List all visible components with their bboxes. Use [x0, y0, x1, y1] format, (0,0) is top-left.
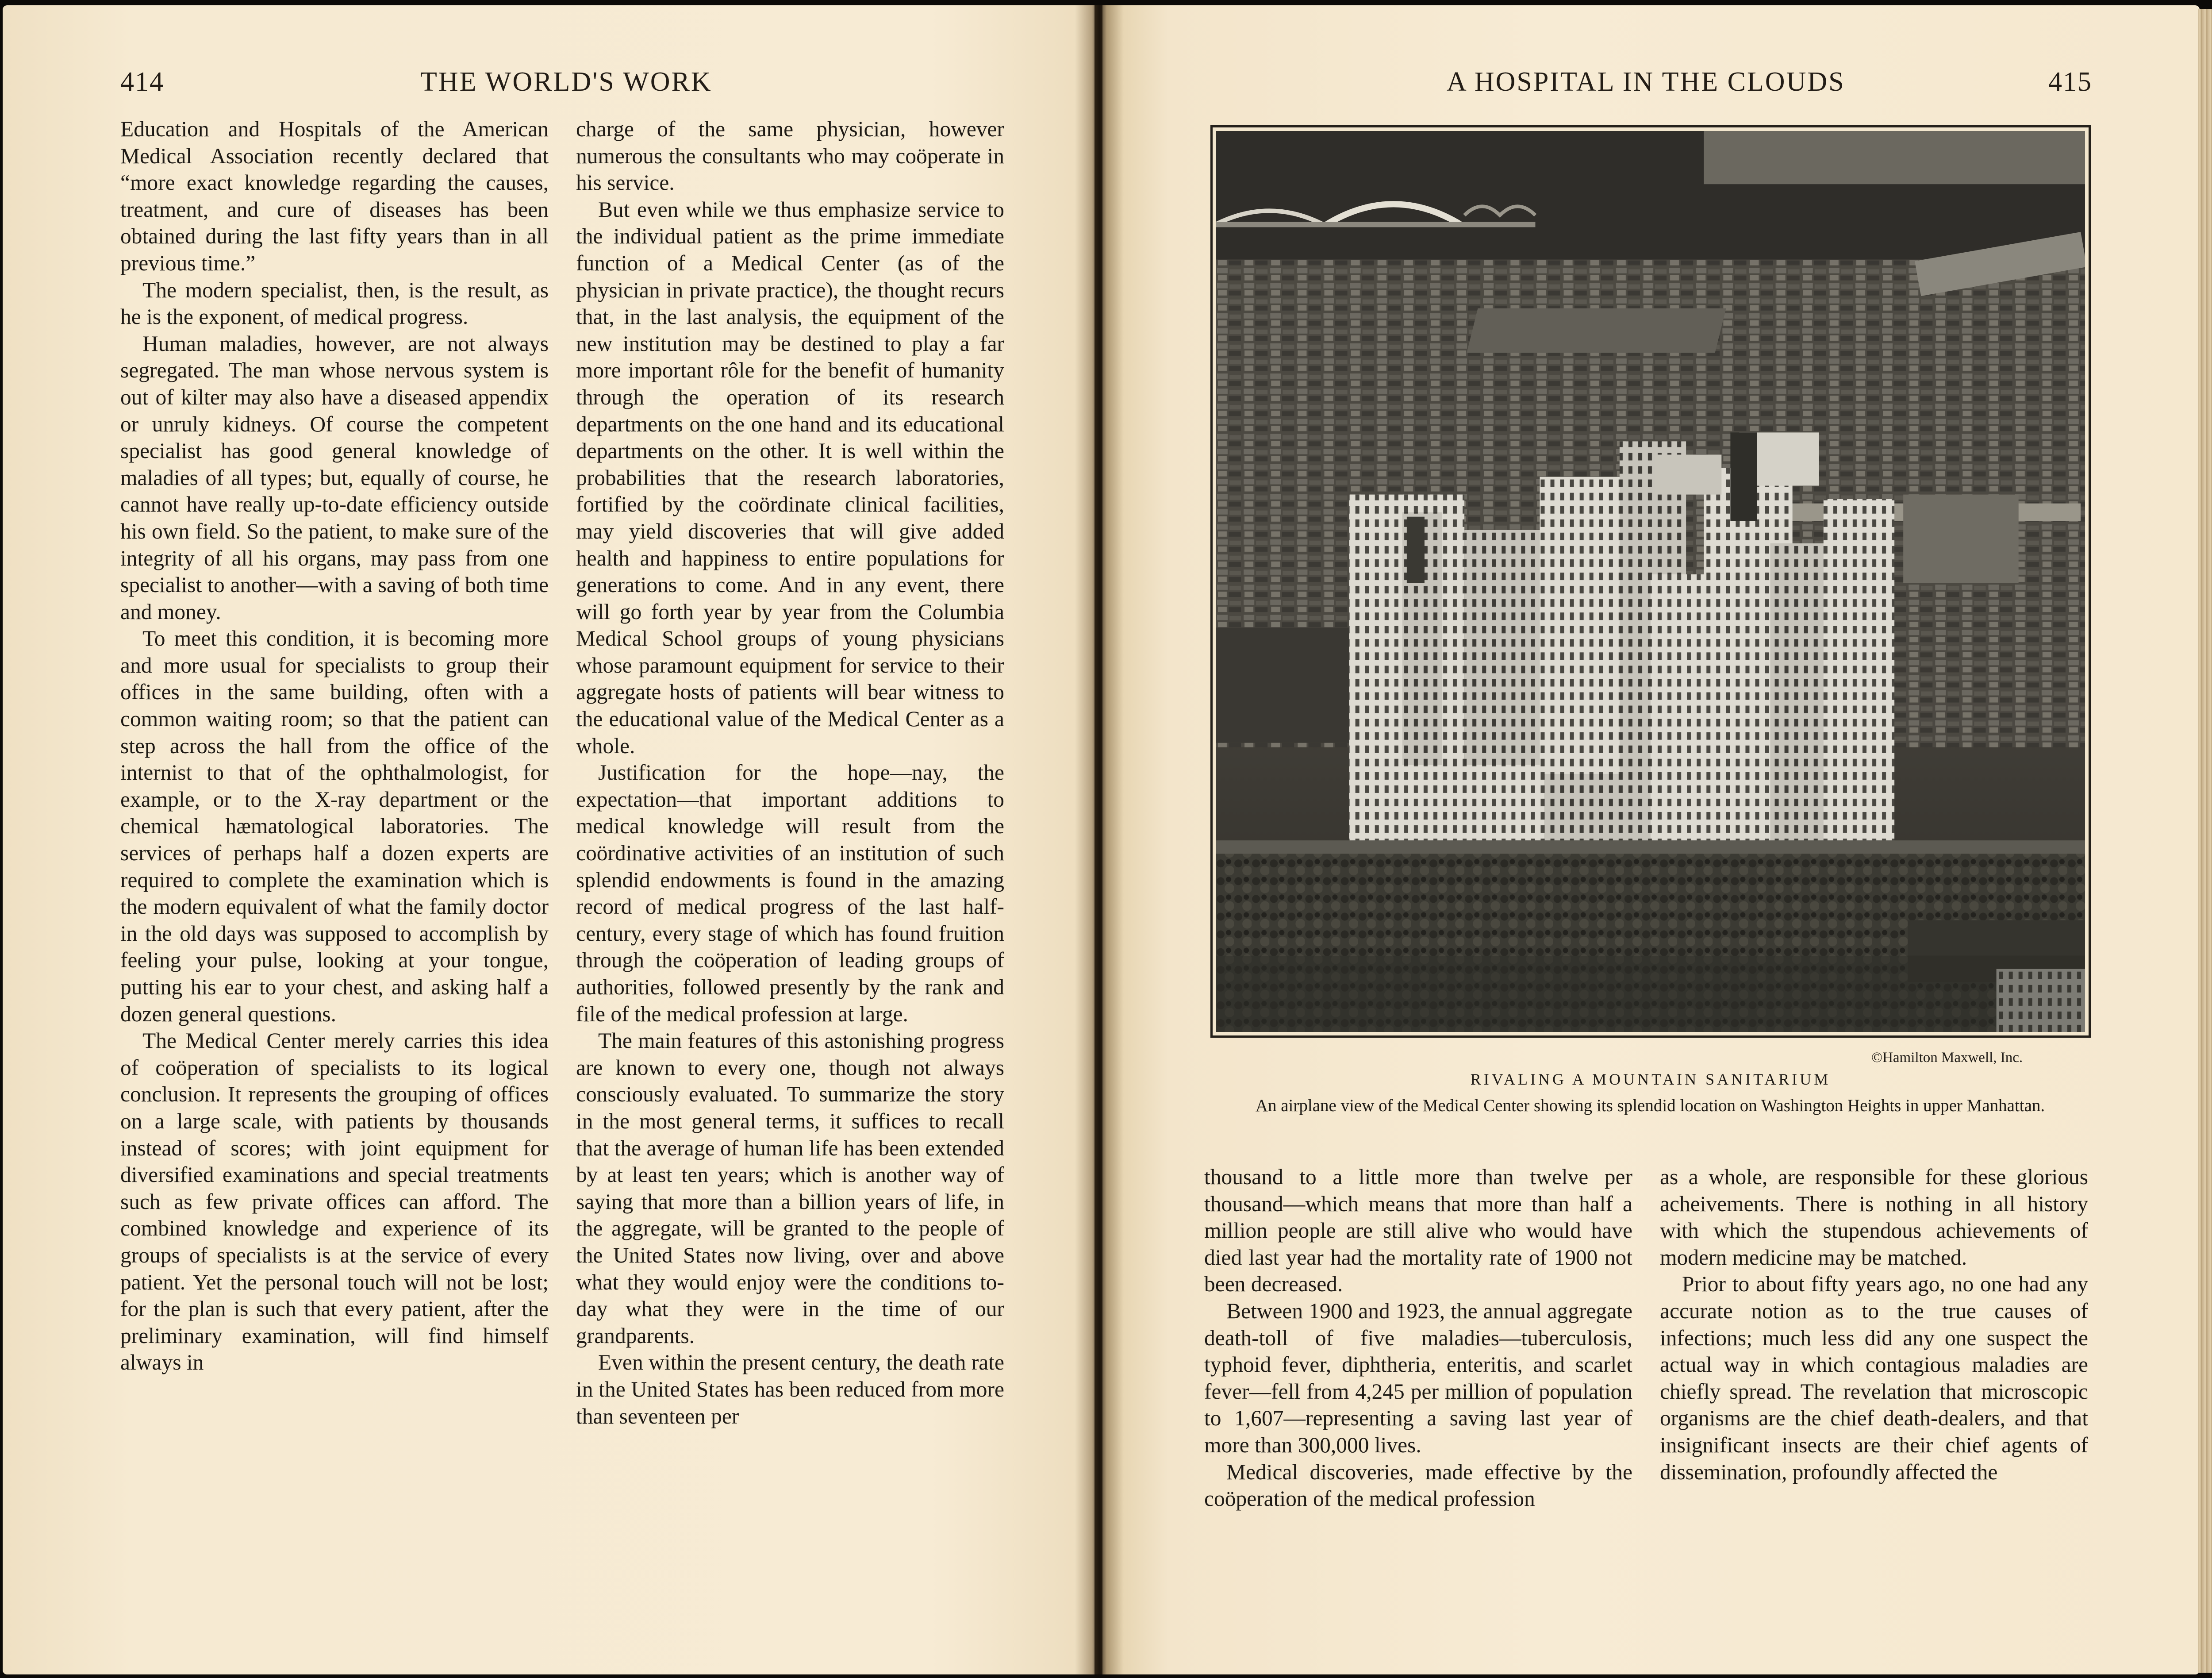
- page-edges: [2198, 9, 2212, 1673]
- paragraph: The main features of this astonishing progress are known to every one, though not always consciously evaluated. To summarize the story in the most general terms, it suffices to recall that the average of human life has been extended by at least ten years; which is another way of saying that more than a billion years of life, in the aggregate, will be granted to the people of the United States now living, over and above what they would enjoy were the conditions to-day what they were in the time of our grandparents.: [576, 1028, 1004, 1348]
- paragraph: Prior to about fifty years ago, no one had any accurate notion as to the true causes of infections; much less did any one suspect the actual way in which contagious maladies are chiefly spread. The revelation that microscopic organisms are the chief death-dealers, and that insignificant insects are their chief agents of dissemination, profoundly affected the: [1660, 1272, 2088, 1484]
- paragraph: To meet this condition, it is becoming more and more usual for specialists to group their offices in the same building, often with a common waiting room; so that the patient can step across the hall from the office of the internist to that of the ophthalmologist, for example, or to the X-ray department or the chemical hæmatological laboratories. The services of perhaps half a dozen experts are required to complete the examination which is the modern equivalent of what the family doctor in the old days was supposed to accomplish by feeling your pulse, looking at your tongue, putting his ear to your chest, and asking half a dozen general questions.: [120, 626, 549, 1026]
- right-running-head: A HOSPITAL IN THE CLOUDS: [1447, 67, 1845, 97]
- right-page-number: 415: [2048, 67, 2092, 97]
- paragraph: Human maladies, however, are not always segregated. The man whose nervous system is out of kilter may also have a diseased appendix or unruly kidneys. Of course the competent specialist has good general knowledge of maladies of all types; but, equally of course, he cannot have really up-to-date efficiency outside his own field. So the patient, to make sure of the integrity of all his organs, may pass from one specialist to another—with a saving of both time and money.: [120, 331, 549, 624]
- paragraph: Medical discoveries, made effective by the coöperation of the medical profession: [1204, 1459, 1632, 1511]
- paragraph: thousand to a little more than twelve per thousand—which means that more than half a million people are still alive who would have died last year had the mortality rate of 1900 not been decreased.: [1204, 1165, 1632, 1297]
- right-column-1: [1204, 1164, 1632, 1513]
- left-running-head: THE WORLD'S WORK: [420, 67, 712, 97]
- paragraph: as a whole, are responsible for these glorious acheivements. There is nothing in all history with which the stupendous achievements of modern medicine may be matched.: [1660, 1165, 2088, 1270]
- photo-credit: ©Hamilton Maxwell, Inc.: [1871, 1050, 2023, 1066]
- left-page-number: 414: [120, 67, 164, 97]
- book-gutter: [1075, 5, 1124, 1674]
- paragraph: The modern specialist, then, is the result, as he is the exponent, of medical progress.: [120, 277, 549, 329]
- photo-frame: [1210, 125, 2091, 1038]
- caption-text: An airplane view of the Medical Center showing its splendid location on Washington Heights in upper Manhattan.: [1255, 1096, 2045, 1115]
- left-column-1: [120, 116, 549, 1376]
- left-column-2: [576, 116, 1004, 1430]
- right-column-2: [1660, 1164, 2088, 1486]
- aerial-photo-medical-center: [1216, 131, 2085, 1032]
- paragraph: charge of the same physician, however numerous the consultants who may coöperate in his service.: [576, 117, 1004, 195]
- paragraph: Justification for the hope—nay, the expectation—that important additions to medical knowledge will result from the coördinative activities of an institution of such splendid endowments is found in the amazing record of medical progress of the last half-century, every stage of which has found fruition through the coöperation of leading groups of authorities, followed presently by the rank and file of the medical profession at large.: [576, 760, 1004, 1026]
- paragraph: Even within the present century, the death rate in the United States has been reduced from more than seventeen per: [576, 1350, 1004, 1428]
- paragraph: But even while we thus emphasize service to the individual patient as the prime immediate function of a Medical Center (as of the physician in private practice), the thought recurs that, in the last analysis, the equipment of the new institution may be destined to play a far more important rôle for the benefit of humanity through the operation of its research departments on the one hand and its educational departments on the other. It is well within the probabilities that the research laboratories, fortified by the coördinate clinical facilities, may yield discoveries that will give added health and happiness to entire populations for generations to come. And in any event, there will go forth year by year from the Columbia Medical School groups of young physicians whose paramount equipment for service to their aggregate hosts of patients will bear witness to the educational value of the Medical Center as a whole.: [576, 197, 1004, 758]
- paragraph: Education and Hospitals of the American Medical Association recently declared that “more exact knowledge regarding the causes, treatment, and cure of diseases has been obtained during the last fifty years than in all previous time.”: [120, 117, 549, 275]
- paragraph: The Medical Center merely carries this idea of coöperation of specialists to its logical conclusion. It represents the grouping of offices on a large scale, with patients by thousands instead of scores; with joint equipment for diversified examinations and special treatments such as few private offices can afford. The combined knowledge and experience of its groups of specialists is at the service of every patient. Yet the personal touch will not be lost; for the plan is such that every patient, after the preliminary examination, will find himself always in: [120, 1028, 549, 1375]
- caption-title: RIVALING A MOUNTAIN SANITARIUM: [1470, 1070, 1831, 1088]
- aerial-city-illustration: [1216, 131, 2085, 1032]
- paragraph: Between 1900 and 1923, the annual aggregate death-toll of five maladies—tuberculosis, typhoid fever, diphtheria, enteritis, and scarlet fever—fell from 4,245 per million of population to 1,607—representing a saving last year of more than 300,000 lives.: [1204, 1298, 1632, 1457]
